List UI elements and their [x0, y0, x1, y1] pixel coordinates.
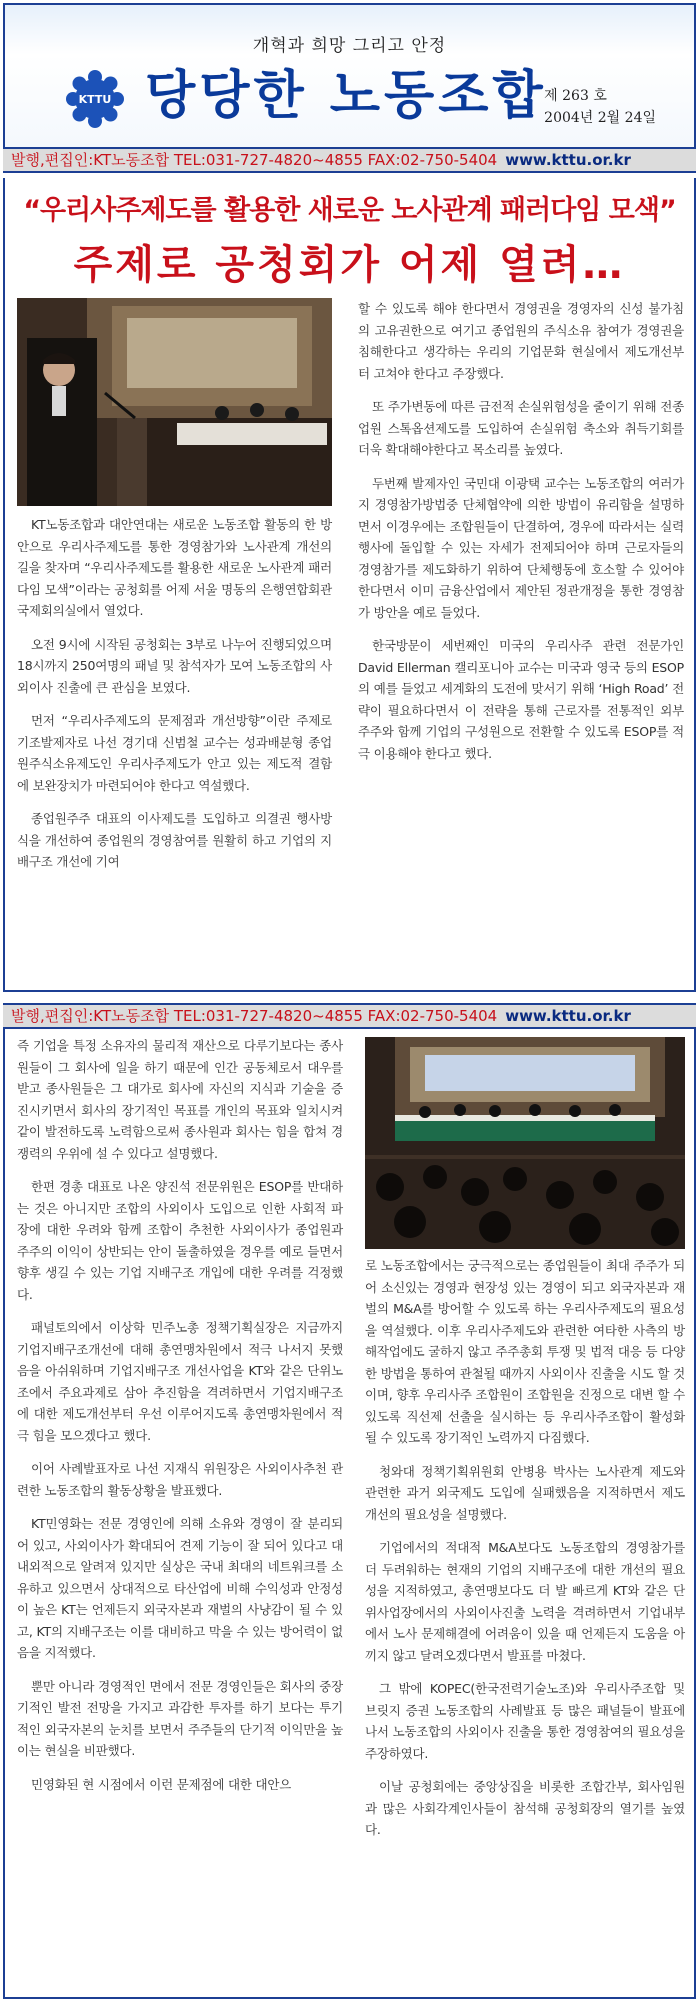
paragraph: 기업에서의 적대적 M&A보다도 노동조합의 경영참가를 더 두려워하는 현재의 기업의 지배구조에 대한 개선의 필요성을 지적하였고, 총연맹보다도 더 발 빠르게 KT와 같은 단위사업장에서의 사외이사진출 노력을 격려하면서 기업내부에서 노사 문제해결에 어려움이 있을 때 언제든지 도움을 아끼지 않고 달려오겠다면서 발표를 마쳤다.: [365, 1540, 685, 1663]
publisher-bar: [3, 1003, 696, 1029]
issue-info: [544, 85, 656, 129]
paragraph: 뿐만 아니라 경영적인 면에서 전문 경영인들은 회사의 중장기적인 발전 전망을 가지고 과감한 투자를 하기 보다는 투기적인 외국자본의 눈치를 보면서 주주들의 단기적 이익만을 높이는 현실을 비판했다.: [17, 1678, 343, 1758]
paper-name: 당당한 노동조합: [145, 66, 547, 126]
paragraph: 이어 사례발표자로 나선 지재식 위원장은 사외이사추천 관련한 노동조합의 활동상황을 발표했다.: [17, 1461, 343, 1498]
paragraph: 한국방문이 세번째인 미국의 우리사주 관련 전문가인 David Ellerman 캘리포니아 교수는 미국과 영국 등의 ESOP 의 예를 들었고 세계화의 도전에 맞서기 위해 ‘High Road’ 전략이 필요하다면서 이 전략을 통해 근로자를 전통적인 외부 주주와 함께 기업의 구성원으로 전환할 수 있도록 ESOP를 적극 이용해야 한다고 했다.: [358, 638, 684, 761]
paragraph: KT노동조합과 대안연대는 새로운 노동조합 활동의 한 방안으로 우리사주제도를 통한 경영참가와 노사관계 개선의 길을 찾자며 “우리사주제도를 활용한 새로운 노사관계 패러다임 모색”이라는 공청회를 어제 서울 명동의 은행연합회관 국제회의실에서 열었다.: [17, 517, 332, 618]
page2-left-column: [17, 1035, 343, 1807]
kttu-logo: [65, 69, 125, 129]
publisher-bar: [3, 147, 696, 173]
paragraph: 청와대 정책기획위원회 안병용 박사는 노사관계 제도와 관련한 과거 외국제도 도입에 실패했음을 지적하면서 제도 개선의 필요성을 설명했다.: [365, 1463, 685, 1522]
publisher-info: 발행,편집인:KT노동조합 TEL:031-727-4820~4855 FAX:02-750-5404: [11, 151, 498, 169]
paragraph: 패널토의에서 이상학 민주노총 정책기획실장은 지금까지 기업지배구조개선에 대해 총연맹차원에서 적극 나서지 못했음을 아쉬워하며 기업지배구조 개선사업을 KT와 같은 단위노조에서 주요과제로 삼아 추진함을 격려하면서 기업지배구조에 대한 제도개선부터 우선 이루어지도록 총연맹차원에서 적극 힘을 모으겠다고 했다.: [17, 1320, 343, 1443]
paragraph: 두번째 발제자인 국민대 이광택 교수는 노동조합의 여러가지 경영참가방법중 단체협약에 의한 방법이 유리함을 설명하면서 이경우에는 조합원들이 단결하여, 경우에 따라서는 실력행사에 돌입할 수 있는 자세가 전제되어야 하며 근로자들의 경영참가를 제도화하기 위하여 단체행동에 호소할 수 있어야 한다면서 이미 금융산업에서 제안된 정관개정을 통한 경영참가 방안을 예로 들었다.: [358, 475, 684, 620]
paragraph: 이날 공청회에는 중앙상집을 비롯한 조합간부, 회사임원과 많은 사회각계인사들이 참석해 공청회장의 열기를 높였다.: [365, 1779, 685, 1837]
headline-subtitle: “우리사주제도를 활용한 새로운 노사관계 패러다임 모색”: [23, 195, 676, 226]
paragraph: 먼저 “우리사주제도의 문제점과 개선방향”이란 주제로 기조발제자로 나선 경기대 신범철 교수는 성과배분형 종업원주식소유제도인 우리사주제도가 안고 있는 제도적 결함에 보완장치가 마련되어야 한다고 역설했다.: [17, 713, 332, 793]
paragraph: 할 수 있도록 해야 한다면서 경영권을 경영자의 신성 불가침의 고유권한으로 여기고 종업원의 주식소유 참여가 경영권을 침해한다고 생각하는 우리의 기업문화 현실에서 제도개선부터 고쳐야 한다고 주장했다.: [358, 301, 684, 381]
publisher-info: 발행,편집인:KT노동조합 TEL:031-727-4820~4855 FAX:02-750-5404: [11, 1007, 498, 1025]
page1-left-column: [17, 514, 332, 885]
page1-right-column: [358, 298, 684, 776]
slogan: 개혁과 희망 그리고 안정: [252, 36, 447, 56]
paragraph: 한편 경총 대표로 나온 양진석 전문위원은 ESOP를 반대하는 것은 아니지만 조합의 사외이사 도입으로 인한 사회적 파장에 대한 우려와 함께 조합이 추천한 사외이사가 종업원과 주주의 이익이 상반되는 안이 돌출하였을 경우를 예로 들면서 향후 생길 수 있는 기업 지배구조 개입에 대한 우려를 걱정했다.: [17, 1179, 343, 1302]
paragraph: 종업원주주 대표의 이사제도를 도입하고 의결권 행사방식을 개선하여 종업원의 경영참여를 원활히 하고 기업의 지배구조 개선에 기여: [17, 811, 332, 869]
paragraph: 즉 기업을 특정 소유자의 물리적 재산으로 다루기보다는 종사원들이 그 회사에 일을 하기 때문에 인간 공동체로서 대우를 받고 종사원들은 그 대가로 회사에 자신의 지식과 기술을 증진시키면서 회사의 장기적인 목표를 개인의 목표와 일치시켜 같이 발전하도록 노력함으로써 종사원과 회사는 힘을 합쳐 경쟁력의 우위에 설 수 있다고 설명했다.: [17, 1038, 343, 1161]
paragraph: KT민영화는 전문 경영인에 의해 소유와 경영이 잘 분리되어 있고, 사외이사가 확대되어 견제 기능이 잘 되어 있다고 대내외적으로 알려져 있지만 실상은 국내 최대의 네트워크를 소유하고 있으면서 상대적으로 타산업에 비해 수익성과 안정성이 높은 KT는 언제든지 외국자본과 재벌의 사냥감이 될 수 있고, KT의 지배구조는 이를 대비하고 막을 수 있는 방어력이 없음을 지적했다.: [17, 1516, 343, 1660]
issue-number: 제 263 호: [544, 88, 607, 104]
article-panel-1: [3, 288, 696, 992]
masthead: [3, 3, 696, 147]
svg-text:KTTU: KTTU: [78, 93, 112, 106]
paragraph: 민영화된 현 시점에서 이런 문제점에 대한 대안으: [31, 1776, 292, 1792]
paragraph: 또 주가변동에 따른 금전적 손실위험성을 줄이기 위해 전종업원 스톡옵션제도를 도입하여 손실위험 축소와 취득기회를 더욱 확대해야한다고 목소리를 높였다.: [358, 399, 684, 457]
headline-title: 주제로 공청회가 어제 열려…: [73, 242, 626, 288]
paragraph: 로 노동조합에서는 궁극적으로는 종업원들이 최대 주주가 되어 소신있는 경영과 현장성 있는 경영이 되고 외국자본과 재벌의 M&A를 방어할 수 있도록 하는 우리사주제도의 필요성을 역설했다. 이후 우리사주제도와 관련한 여타한 사측의 방해작업에도 굴하지 않고 주주총회 투쟁 및 법적 대응 등 다양한 방법을 통하여 관철될 때까지 사외이사 진출을 시도 할 것이며, 향후 우리사주 조합원이 조합원을 진정으로 대변 할 수 있도록 직선제 선출을 실시하는 등 우리사주조합이 활성화 될 수 있도록 장기적인 노력까지 다짐했다.: [365, 1258, 685, 1445]
site-link[interactable]: www.kttu.or.kr: [505, 151, 631, 169]
page2-right-column: [365, 1255, 685, 1853]
headline-box: [3, 178, 696, 290]
paragraph: 그 밖에 KOPEC(한국전력기술노조)와 우리사주조합 및 브릿지 증권 노동조합의 사례발표 등 많은 패널들이 발표에 나서 노동조합의 사외이사 진출을 통한 경영참여의 필요성을 주장하였다.: [365, 1681, 685, 1761]
issue-date: 2004년 2월 24일: [544, 110, 656, 126]
speaker-photo: [17, 298, 332, 506]
article-panel-2: [3, 1029, 696, 1999]
conference-photo: [365, 1037, 685, 1249]
site-link[interactable]: www.kttu.or.kr: [505, 1007, 631, 1025]
paragraph: 오전 9시에 시작된 공청회는 3부로 나누어 진행되었으며 18시까지 250여명의 패널 및 참석자가 모여 노동조합의 사외이사 진출에 큰 관심을 보였다.: [17, 636, 332, 695]
